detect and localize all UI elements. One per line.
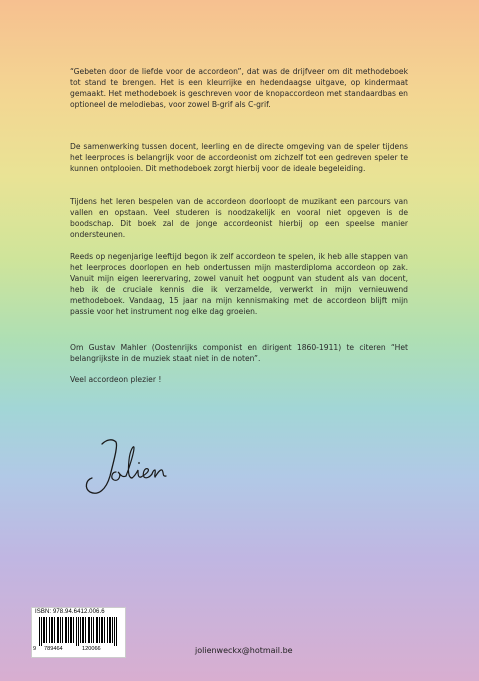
intro-paragraph: “Gebeten door de liefde voor de accordeon”, dat was de drijfveer om dit methodeboek tot stand te brengen. Het is een kleurrijke en hedendaagse uitgave, op kindermaat gemaakt. Het methodeboek is geschreven voor de knopaccordeon met standaardbas en optioneel de melodiebas, voor zowel B-grif als C-grif. xyxy=(70,67,408,109)
quote-paragraph: Om Gustav Mahler (Oostenrijks componist en dirigent 1860-1911) te citeren “Het belangrijkste in de muziek staat niet in de noten”. xyxy=(70,343,408,363)
barcode-digit-first: 9 xyxy=(33,646,37,652)
barcode-digits xyxy=(32,646,125,655)
closing-line: Veel accordeon plezier ! xyxy=(70,375,162,384)
author-paragraph: Reeds op negenjarige leeftijd begon ik zelf accordeon te spelen, ik heb alle stappen van het leerproces doorlopen en heb ondertussen mijn masterdiploma accordeon op zak. Vanuit mijn eigen leerervaring, zowel vanuit het oogpunt van student als van docent, heb ik de cruciale kennis die ik verzamelde, verwerkt in mijn vernieuwend methodeboek. Vandaag, 15 jaar na mijn kennismaking met de accordeon blijft mijn passie voor het instrument nog elke dag groeien. xyxy=(70,252,408,316)
handwritten-signature xyxy=(72,430,182,502)
contact-email[interactable]: jolienweckx@hotmail.be xyxy=(195,646,293,655)
isbn-number: ISBN: 978.94.6412.006.6 xyxy=(35,609,105,615)
collaboration-paragraph: De samenwerking tussen docent, leerling en de directe omgeving van de speler tijdens het leerproces is belangrijk voor de accordeonist om zichzelf tot een gedreven speler te kunnen ontplooien. Dit methodeboek zorgt hierbij voor de ideale begeleiding. xyxy=(70,142,408,173)
isbn-barcode xyxy=(31,607,126,658)
barcode-bars xyxy=(37,617,120,646)
learning-paragraph: Tijdens het leren bespelen van de accordeon doorloopt de muzikant een parcours van vallen en opstaan. Veel studeren is noodzakelijk en vooral niet opgeven is de boodschap. Dit boek zal de jonge accordeonist hierbij op een speelse manier ondersteunen. xyxy=(70,197,408,239)
barcode-digits-left: 789464 xyxy=(44,646,63,652)
barcode-digits-right: 120066 xyxy=(82,646,101,652)
